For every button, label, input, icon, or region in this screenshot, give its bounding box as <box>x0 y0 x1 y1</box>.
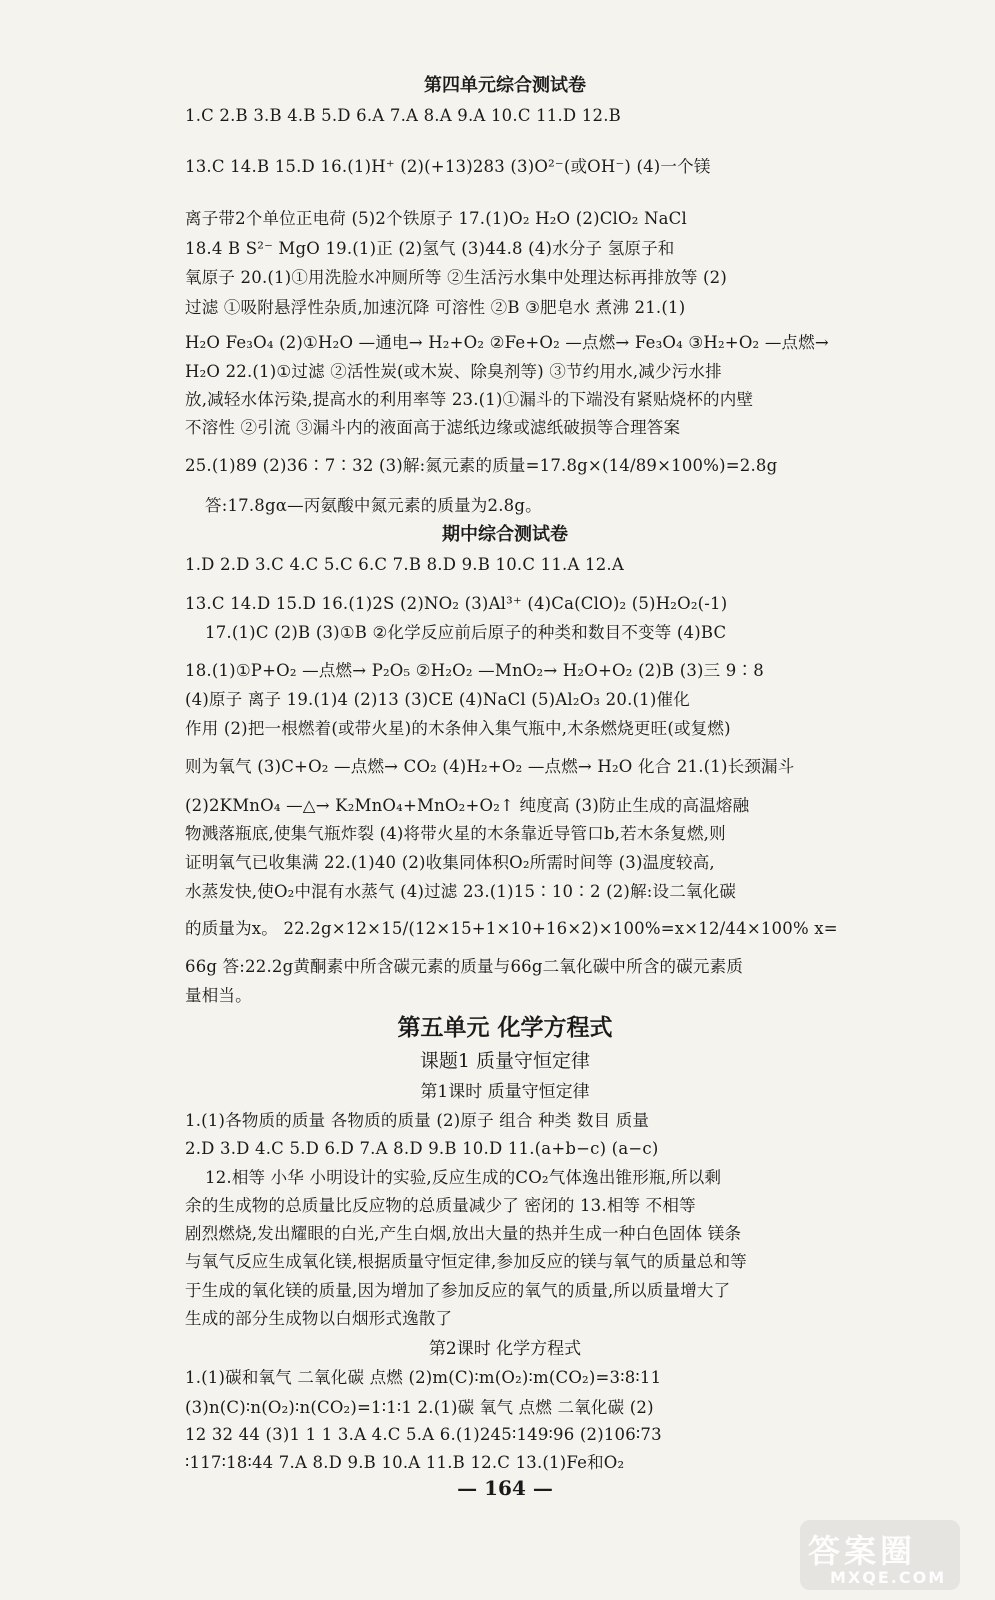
period2-line: (3)n(C)∶n(O₂)∶n(CO₂)=1∶1∶1 2.(1)碳 氧气 点燃 二氧化碳 (2) <box>185 1398 654 1417</box>
unit4-line: 过滤 ①吸附悬浮性杂质,加速沉降 可溶性 ②B ③肥皂水 煮沸 21.(1) <box>185 298 686 317</box>
unit4-line: 氧原子 20.(1)①用洗脸水冲厕所等 ②生活污水集中处理达标再排放等 (2) <box>185 268 728 287</box>
unit4-line: 离子带2个单位正电荷 (5)2个铁原子 17.(1)O₂ H₂O (2)ClO₂ NaCl <box>185 209 687 228</box>
unit4-line: 不溶性 ②引流 ③漏斗内的液面高于滤纸边缘或滤纸破损等合理答案 <box>185 418 681 437</box>
midterm-line: 17.(1)C (2)B (3)①B ②化学反应前后原子的种类和数目不变等 (4)BC <box>205 623 727 642</box>
period2-line: 1.(1)碳和氧气 二氧化碳 点燃 (2)m(C)∶m(O₂)∶m(CO₂)=3∶8∶11 <box>185 1368 662 1387</box>
unit5-title: 第五单元 化学方程式 <box>397 1014 613 1041</box>
unit4-line: 答:17.8gα—丙氨酸中氮元素的质量为2.8g。 <box>205 496 542 515</box>
midterm-line: 证明氧气已收集满 22.(1)40 (2)收集同体积O₂所需时间等 (3)温度较高, <box>185 853 715 872</box>
midterm-line: 量相当。 <box>185 986 252 1005</box>
period1-title: 第1课时 质量守恒定律 <box>420 1082 590 1102</box>
unit4-line: 13.C 14.B 15.D 16.(1)H⁺ (2)(+13)283 (3)O²⁻(或OH⁻) (4)一个镁 <box>185 157 711 176</box>
lesson1-title: 课题1 质量守恒定律 <box>419 1050 591 1072</box>
period1-line: 与氧气反应生成氧化镁,根据质量守恒定律,参加反应的镁与氧气的质量总和等 <box>185 1252 747 1271</box>
unit4-title: 第四单元综合测试卷 <box>424 75 586 96</box>
midterm-line: 水蒸发快,使O₂中混有水蒸气 (4)过滤 23.(1)15∶10∶2 (2)解:设二氧化碳 <box>185 882 737 901</box>
midterm-line: 66g 答:22.2g黄酮素中所含碳元素的质量与66g二氧化碳中所含的碳元素质 <box>185 957 744 976</box>
midterm-line: 则为氧气 (3)C+O₂ —点燃→ CO₂ (4)H₂+O₂ —点燃→ H₂O 化合 21.(1)长颈漏斗 <box>185 757 795 776</box>
period1-line: 余的生成物的总质量比反应物的总质量减少了 密闭的 13.相等 不相等 <box>185 1196 696 1215</box>
watermark-url: MXQE.COM <box>830 1568 947 1587</box>
midterm-line: 13.C 14.D 15.D 16.(1)2S (2)NO₂ (3)Al³⁺ (4)Ca(ClO)₂ (5)H₂O₂(-1) <box>185 594 728 613</box>
period1-line: 2.D 3.D 4.C 5.D 6.D 7.A 8.D 9.B 10.D 11.(a+b−c) (a−c) <box>185 1139 659 1158</box>
period1-line: 生成的部分生成物以白烟形式逸散了 <box>185 1309 453 1328</box>
midterm-line: 作用 (2)把一根燃着(或带火星)的木条伸入集气瓶中,木条燃烧更旺(或复燃) <box>185 719 731 738</box>
unit4-line: 放,减轻水体污染,提高水的利用率等 23.(1)①漏斗的下端没有紧贴烧杯的内壁 <box>185 390 754 409</box>
midterm-line: 1.D 2.D 3.C 4.C 5.C 6.C 7.B 8.D 9.B 10.C 11.A 12.A <box>185 555 624 574</box>
midterm-line: 物溅落瓶底,使集气瓶炸裂 (4)将带火星的木条靠近导管口b,若木条复燃,则 <box>185 824 726 843</box>
period2-line: ∶117∶18∶44 7.A 8.D 9.B 10.A 11.B 12.C 13.(1)Fe和O₂ <box>185 1453 625 1472</box>
period1-line: 1.(1)各物质的质量 各物质的质量 (2)原子 组合 种类 数目 质量 <box>185 1111 650 1130</box>
midterm-line: (4)原子 离子 19.(1)4 (2)13 (3)CE (4)NaCl (5)Al₂O₃ 20.(1)催化 <box>185 690 690 709</box>
midterm-line: 18.(1)①P+O₂ —点燃→ P₂O₅ ②H₂O₂ —MnO₂→ H₂O+O₂ (2)B (3)三 9∶8 <box>185 661 764 680</box>
period1-line: 12.相等 小华 小明设计的实验,反应生成的CO₂气体逸出锥形瓶,所以剩 <box>205 1168 722 1187</box>
period2-title: 第2课时 化学方程式 <box>428 1339 582 1359</box>
unit4-line: 1.C 2.B 3.B 4.B 5.D 6.A 7.A 8.A 9.A 10.C 11.D 12.B <box>185 106 621 125</box>
unit4-line: 18.4 B S²⁻ MgO 19.(1)正 (2)氢气 (3)44.8 (4)水分子 氢原子和 <box>185 239 675 258</box>
page-number: — 164 — <box>457 1476 553 1500</box>
midterm-line: 的质量为x。 22.2g×12×15/(12×15+1×10+16×2)×100%=x×12/44×100% x= <box>185 919 838 938</box>
period1-line: 于生成的氧化镁的质量,因为增加了参加反应的氧气的质量,所以质量增大了 <box>185 1281 731 1300</box>
midterm-title: 期中综合测试卷 <box>442 524 568 545</box>
unit4-line: H₂O 22.(1)①过滤 ②活性炭(或木炭、除臭剂等) ③节约用水,减少污水排 <box>185 362 722 381</box>
period2-line: 12 32 44 (3)1 1 1 3.A 4.C 5.A 6.(1)245∶149∶96 (2)106∶73 <box>185 1425 662 1444</box>
midterm-line: (2)2KMnO₄ —△→ K₂MnO₄+MnO₂+O₂↑ 纯度高 (3)防止生成的高温熔融 <box>185 796 750 815</box>
unit4-line: H₂O Fe₃O₄ (2)①H₂O —通电→ H₂+O₂ ②Fe+O₂ —点燃→ Fe₃O₄ ③H₂+O₂ —点燃→ <box>185 333 829 352</box>
unit4-line: 25.(1)89 (2)36∶7∶32 (3)解:氮元素的质量=17.8g×(14/89×100%)=2.8g <box>185 456 778 475</box>
watermark-text: 答案圈 <box>808 1532 917 1570</box>
watermark-logo <box>800 1520 960 1590</box>
period1-line: 剧烈燃烧,发出耀眼的白光,产生白烟,放出大量的热并生成一种白色固体 镁条 <box>185 1224 742 1243</box>
